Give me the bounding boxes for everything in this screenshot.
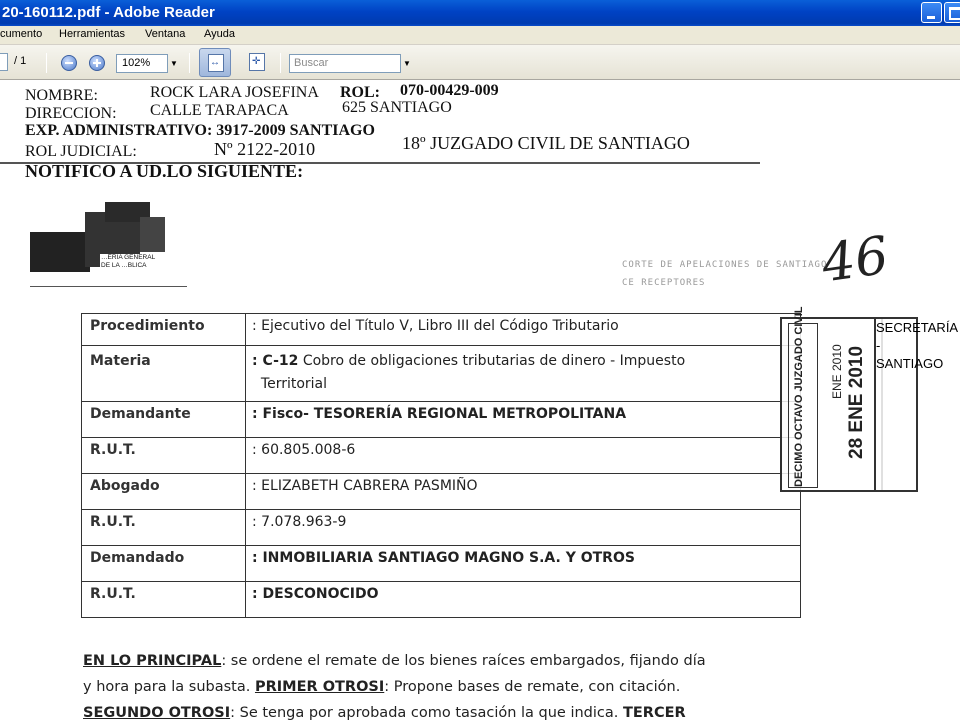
table-value: : ELIZABETH CABRERA PASMIÑO [246,474,801,510]
notifico-heading: NOTIFICO A UD.LO SIGUIENTE: [25,161,304,181]
table-row [82,438,801,474]
rol-label: ROL: [340,84,380,101]
stamp-court: DECIMO OCTAVO JUZGADO CIVIL [793,306,805,487]
document-view[interactable] [0,80,960,720]
nombre-label: NOMBRE: [25,87,98,104]
fit-width-icon [208,54,224,72]
zoom-in-icon[interactable] [89,55,105,71]
table-label: R.U.T. [82,438,246,474]
direccion-label: DIRECCION: [25,105,117,122]
body-line [83,679,680,695]
body-line [83,653,706,669]
table-label: R.U.T. [82,582,246,618]
toolbar-divider [46,53,47,73]
table-value: : DESCONOCIDO [246,582,801,618]
faint-stamp-text: CORTE DE APELACIONES DE SANTIAGO [622,260,828,270]
table-value [246,346,801,402]
menu-documento[interactable]: cumento [0,28,43,40]
fit-width-button[interactable] [199,48,231,77]
title-bar [0,0,960,26]
table-label: Demandante [82,402,246,438]
maximize-button[interactable] [944,2,960,23]
body-line [83,705,686,720]
fit-page-icon [249,53,265,71]
window-title: 20-160112.pdf - Adobe Reader [2,4,215,21]
chevron-down-icon[interactable]: ▼ [170,59,178,68]
rol-judicial-label: ROL JUDICIAL: [25,143,137,160]
direccion-num: 625 SANTIAGO [342,99,452,116]
body-text: y hora para la subasta. [83,679,255,695]
menu-ayuda[interactable]: Ayuda [204,28,235,40]
materia-code: : C-12 [252,353,299,369]
exp-administrativo: EXP. ADMINISTRATIVO: 3917-2009 SANTIAGO [25,122,375,139]
body-text: : Propone bases de remate, con citación. [384,679,681,695]
table-row [82,346,801,402]
toolbar [0,45,960,80]
table-row [82,546,801,582]
table-label: Abogado [82,474,246,510]
table-value: : 60.805.008-6 [246,438,801,474]
rol-judicial-value: Nº 2122-2010 [214,139,316,159]
zoom-out-icon[interactable] [61,55,77,71]
body-text: : Se tenga por aprobada como tasación la que indica. [230,705,623,720]
rol-value: 070-00429-009 [400,82,499,99]
en-lo-principal: EN LO PRINCIPAL [83,653,222,669]
materia-desc-cont: Territorial [260,376,328,392]
table-value: : Ejecutivo del Título V, Libro III del Código Tributario [246,314,801,346]
stamp-date: 28 ENE 2010 [846,345,867,459]
stamp-month: ENE 2010 [830,344,844,399]
toolbar-divider [280,53,281,73]
faint-stamp-text: CE RECEPTORES [622,278,706,288]
case-info-table [81,313,801,618]
page-total: / 1 [14,55,27,67]
body-text: : se ordene el remate de los bienes raíces embargados, fijando día [221,653,706,669]
table-row [82,474,801,510]
stamp-secretaria: SECRETARÍA - SANTIAGO [876,320,958,371]
table-value: : INMOBILIARIA SANTIAGO MAGNO S.A. Y OTROS [246,546,801,582]
segundo-otrosi: SEGUNDO OTROSI [83,705,231,720]
table-row [82,582,801,618]
chevron-down-icon[interactable]: ▼ [403,59,411,68]
page-number-input[interactable] [0,53,8,71]
zoom-input[interactable]: 102% [116,54,168,73]
toolbar-divider [189,53,190,73]
court-stamp [780,306,883,492]
table-value: : Fisco- TESORERÍA REGIONAL METROPOLITANA [246,402,801,438]
tercer: TERCER [623,705,686,720]
materia-desc: Cobro de obligaciones tributarias de dinero - Impuesto [298,353,686,369]
nombre-value: ROCK LARA JOSEFINA [150,84,319,101]
secretaria-stamp [874,317,958,492]
minimize-button[interactable] [921,2,942,23]
table-label: Materia [82,346,246,402]
menu-herramientas[interactable]: Herramientas [59,28,126,40]
table-value: : 7.078.963-9 [246,510,801,546]
juzgado: 18º JUZGADO CIVIL DE SANTIAGO [402,133,690,153]
table-label: Procedimiento [82,314,246,346]
search-input[interactable]: Buscar [289,54,401,73]
direccion-value: CALLE TARAPACA [150,102,289,119]
fit-page-button[interactable] [241,48,273,77]
menu-ventana[interactable]: Ventana [145,28,186,40]
table-row [82,510,801,546]
handwritten-number: 46 [818,225,893,295]
primer-otrosi: PRIMER OTROSI [254,679,385,695]
table-row [82,314,801,346]
table-row [82,402,801,438]
table-label: Demandado [82,546,246,582]
table-label: R.U.T. [82,510,246,546]
logo [30,202,170,287]
menu-bar [0,26,960,45]
logo-text: …ERIA GENERAL DE LA …BLICA [101,254,156,269]
